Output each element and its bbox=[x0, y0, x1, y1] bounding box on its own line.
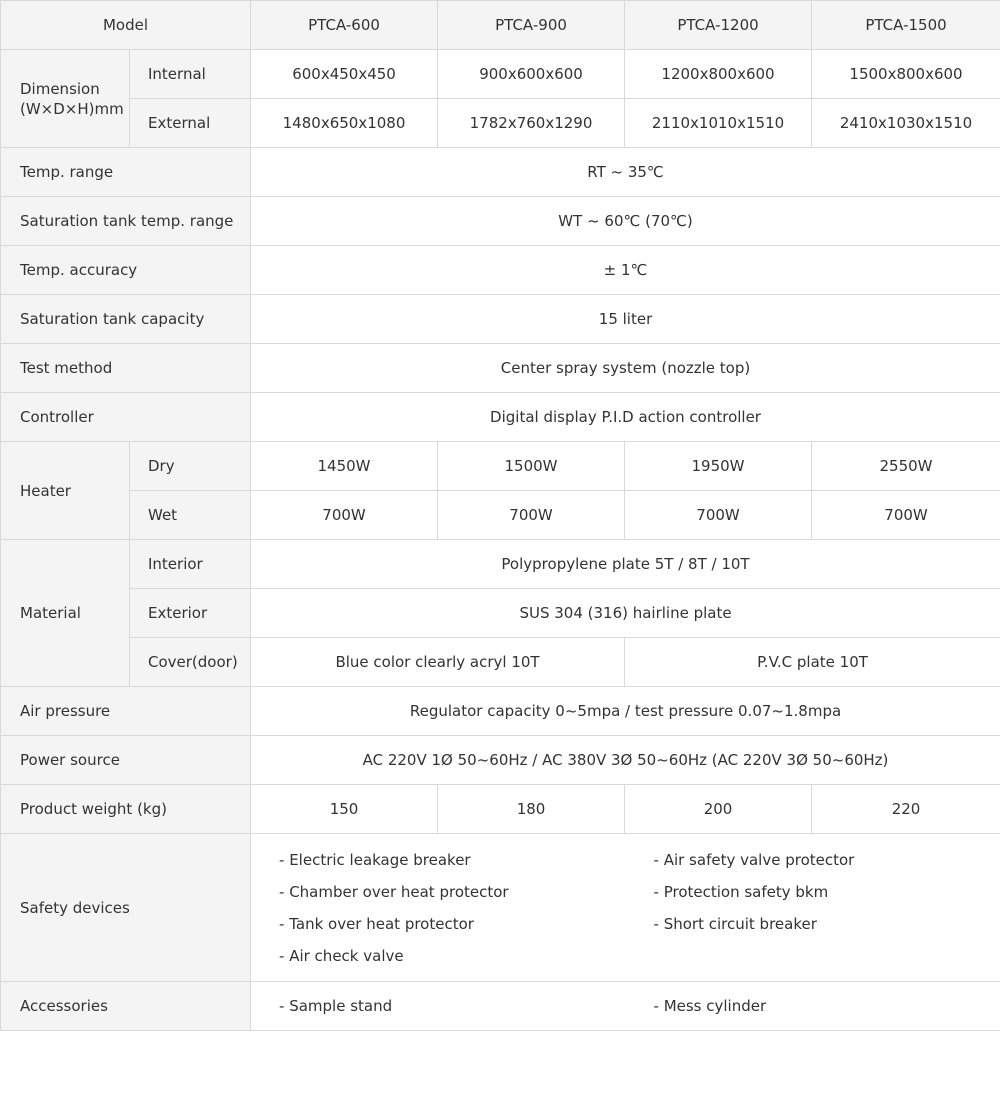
test-method-value: Center spray system (nozzle top) bbox=[251, 344, 1000, 393]
wet-value: 700W bbox=[251, 491, 438, 540]
external-value: 2410x1030x1510 bbox=[812, 99, 1000, 148]
heater-dry-row bbox=[1, 442, 1000, 491]
wet-value: 700W bbox=[625, 491, 812, 540]
product-weight-label: Product weight (kg) bbox=[1, 785, 251, 834]
cover-label: Cover(door) bbox=[130, 638, 251, 687]
saturation-capacity-label: Saturation tank capacity bbox=[1, 295, 251, 344]
material-label: Material bbox=[1, 540, 130, 687]
saturation-temp-row bbox=[1, 197, 1000, 246]
temp-accuracy-row bbox=[1, 246, 1000, 295]
dry-value: 2550W bbox=[812, 442, 1000, 491]
safety-list-right bbox=[626, 844, 1000, 972]
cover-value-pvc: P.V.C plate 10T bbox=[625, 638, 1000, 687]
heater-label: Heater bbox=[1, 442, 130, 540]
internal-value: 900x600x600 bbox=[438, 50, 625, 99]
internal-label: Internal bbox=[130, 50, 251, 99]
model-name: PTCA-1500 bbox=[812, 1, 1000, 50]
dry-value: 1450W bbox=[251, 442, 438, 491]
list-item: - Sample stand bbox=[279, 997, 393, 1015]
internal-value: 1500x800x600 bbox=[812, 50, 1000, 99]
test-method-row bbox=[1, 344, 1000, 393]
accessories-row bbox=[1, 982, 1000, 1031]
controller-row bbox=[1, 393, 1000, 442]
temp-range-value: RT ~ 35℃ bbox=[251, 148, 1000, 197]
temp-range-label: Temp. range bbox=[1, 148, 251, 197]
exterior-value: SUS 304 (316) hairline plate bbox=[251, 589, 1000, 638]
model-label: Model bbox=[1, 1, 251, 50]
weight-value: 180 bbox=[438, 785, 625, 834]
controller-value: Digital display P.I.D action controller bbox=[251, 393, 1000, 442]
cover-value-acryl: Blue color clearly acryl 10T bbox=[251, 638, 625, 687]
external-value: 1782x760x1290 bbox=[438, 99, 625, 148]
exterior-label: Exterior bbox=[130, 589, 251, 638]
dimension-external-row bbox=[1, 99, 1000, 148]
interior-value: Polypropylene plate 5T / 8T / 10T bbox=[251, 540, 1000, 589]
material-interior-row bbox=[1, 540, 1000, 589]
list-item: - Short circuit breaker bbox=[653, 914, 817, 933]
heater-wet-row bbox=[1, 491, 1000, 540]
list-item: - Electric leakage breaker bbox=[279, 850, 471, 869]
dry-value: 1500W bbox=[438, 442, 625, 491]
power-source-row bbox=[1, 736, 1000, 785]
model-row bbox=[1, 1, 1000, 50]
model-name: PTCA-1200 bbox=[625, 1, 812, 50]
list-item: - Mess cylinder bbox=[653, 997, 767, 1015]
power-source-value: AC 220V 1Ø 50~60Hz / AC 380V 3Ø 50~60Hz (AC 220V 3Ø 50~60Hz) bbox=[251, 736, 1000, 785]
temp-accuracy-label: Temp. accuracy bbox=[1, 246, 251, 295]
internal-value: 600x450x450 bbox=[251, 50, 438, 99]
internal-value: 1200x800x600 bbox=[625, 50, 812, 99]
air-pressure-value: Regulator capacity 0~5mpa / test pressure 0.07~1.8mpa bbox=[251, 687, 1000, 736]
list-item: - Protection safety bkm bbox=[653, 882, 829, 901]
weight-value: 150 bbox=[251, 785, 438, 834]
safety-devices-value bbox=[251, 834, 1000, 982]
power-source-label: Power source bbox=[1, 736, 251, 785]
material-exterior-row bbox=[1, 589, 1000, 638]
accessories-value bbox=[251, 982, 1000, 1031]
list-item: - Tank over heat protector bbox=[279, 914, 474, 933]
model-name: PTCA-900 bbox=[438, 1, 625, 50]
air-pressure-label: Air pressure bbox=[1, 687, 251, 736]
saturation-capacity-value: 15 liter bbox=[251, 295, 1000, 344]
test-method-label: Test method bbox=[1, 344, 251, 393]
safety-list-left bbox=[251, 844, 626, 972]
saturation-temp-label: Saturation tank temp. range bbox=[1, 197, 251, 246]
accessories-list-left bbox=[251, 990, 626, 1022]
temp-accuracy-value: ± 1℃ bbox=[251, 246, 1000, 295]
dimension-label: Dimension (W×D×H)mm bbox=[1, 50, 130, 148]
external-label: External bbox=[130, 99, 251, 148]
safety-devices-row bbox=[1, 834, 1000, 982]
external-value: 1480x650x1080 bbox=[251, 99, 438, 148]
model-name: PTCA-600 bbox=[251, 1, 438, 50]
weight-value: 200 bbox=[625, 785, 812, 834]
external-value: 2110x1010x1510 bbox=[625, 99, 812, 148]
interior-label: Interior bbox=[130, 540, 251, 589]
air-pressure-row bbox=[1, 687, 1000, 736]
list-item: - Chamber over heat protector bbox=[279, 882, 509, 901]
list-item: - Air check valve bbox=[279, 946, 404, 965]
temp-range-row bbox=[1, 148, 1000, 197]
wet-label: Wet bbox=[130, 491, 251, 540]
controller-label: Controller bbox=[1, 393, 251, 442]
material-cover-row bbox=[1, 638, 1000, 687]
wet-value: 700W bbox=[812, 491, 1000, 540]
safety-devices-label: Safety devices bbox=[1, 834, 251, 982]
saturation-capacity-row bbox=[1, 295, 1000, 344]
accessories-label: Accessories bbox=[1, 982, 251, 1031]
dry-label: Dry bbox=[130, 442, 251, 491]
accessories-list-right bbox=[626, 990, 1000, 1022]
dimension-internal-row bbox=[1, 50, 1000, 99]
wet-value: 700W bbox=[438, 491, 625, 540]
dry-value: 1950W bbox=[625, 442, 812, 491]
weight-value: 220 bbox=[812, 785, 1000, 834]
product-weight-row bbox=[1, 785, 1000, 834]
list-item: - Air safety valve protector bbox=[653, 850, 855, 869]
saturation-temp-value: WT ~ 60℃ (70℃) bbox=[251, 197, 1000, 246]
